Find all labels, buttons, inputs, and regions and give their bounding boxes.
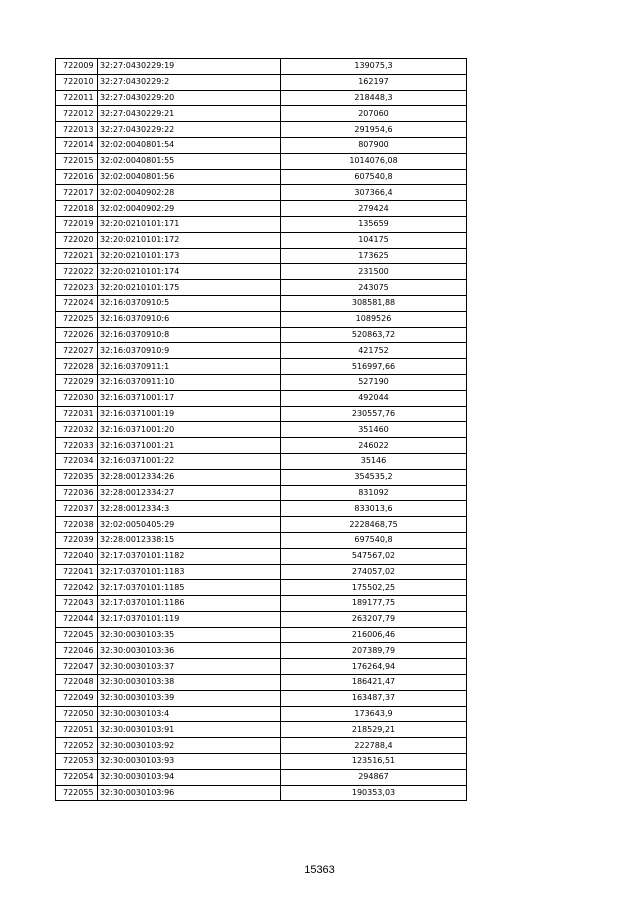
row-value-cell: 35146: [281, 453, 467, 469]
row-id-cell: 722048: [56, 675, 98, 691]
table-row: [56, 90, 467, 106]
row-value-cell: 207060: [281, 106, 467, 122]
row-code-cell: 32:16:0370910:9: [98, 343, 281, 359]
row-code-cell: 32:20:0210101:175: [98, 280, 281, 296]
table-row: [56, 295, 467, 311]
row-code-cell: 32:28:0012334:26: [98, 469, 281, 485]
table-row: [56, 201, 467, 217]
row-id-cell: 722046: [56, 643, 98, 659]
row-code-cell: 32:30:0030103:93: [98, 754, 281, 770]
row-value-cell: 190353,03: [281, 785, 467, 801]
table-row: [56, 343, 467, 359]
table-row: [56, 248, 467, 264]
row-id-cell: 722022: [56, 264, 98, 280]
row-value-cell: 135659: [281, 216, 467, 232]
row-value-cell: 308581,88: [281, 295, 467, 311]
table-row: [56, 627, 467, 643]
row-value-cell: 230557,76: [281, 406, 467, 422]
row-value-cell: 176264,94: [281, 659, 467, 675]
row-value-cell: 246022: [281, 438, 467, 454]
row-id-cell: 722024: [56, 295, 98, 311]
row-value-cell: 173625: [281, 248, 467, 264]
table-row: [56, 485, 467, 501]
row-id-cell: 722013: [56, 122, 98, 138]
row-code-cell: 32:16:0371001:22: [98, 453, 281, 469]
table-row: [56, 564, 467, 580]
row-value-cell: 186421,47: [281, 675, 467, 691]
row-value-cell: 189177,75: [281, 596, 467, 612]
row-code-cell: 32:17:0370101:1183: [98, 564, 281, 580]
row-id-cell: 722049: [56, 690, 98, 706]
row-code-cell: 32:02:0050405:29: [98, 517, 281, 533]
row-id-cell: 722044: [56, 611, 98, 627]
row-value-cell: 123516,51: [281, 754, 467, 770]
row-value-cell: 291954,6: [281, 122, 467, 138]
row-code-cell: 32:16:0370911:10: [98, 374, 281, 390]
row-code-cell: 32:17:0370101:1186: [98, 596, 281, 612]
row-value-cell: 421752: [281, 343, 467, 359]
row-code-cell: 32:28:0012338:15: [98, 532, 281, 548]
table-row: [56, 517, 467, 533]
row-code-cell: 32:20:0210101:172: [98, 232, 281, 248]
row-id-cell: 722026: [56, 327, 98, 343]
row-code-cell: 32:20:0210101:174: [98, 264, 281, 280]
row-value-cell: 1014076,08: [281, 153, 467, 169]
row-value-cell: 354535,2: [281, 469, 467, 485]
row-code-cell: 32:16:0371001:21: [98, 438, 281, 454]
row-id-cell: 722051: [56, 722, 98, 738]
row-value-cell: 279424: [281, 201, 467, 217]
table-row: [56, 769, 467, 785]
table-row: [56, 548, 467, 564]
row-id-cell: 722041: [56, 564, 98, 580]
row-value-cell: 175502,25: [281, 580, 467, 596]
row-value-cell: 263207,79: [281, 611, 467, 627]
row-value-cell: 2228468,75: [281, 517, 467, 533]
row-value-cell: 1089526: [281, 311, 467, 327]
row-id-cell: 722036: [56, 485, 98, 501]
row-id-cell: 722021: [56, 248, 98, 264]
table-row: [56, 374, 467, 390]
row-value-cell: 104175: [281, 232, 467, 248]
row-id-cell: 722027: [56, 343, 98, 359]
row-value-cell: 697540,8: [281, 532, 467, 548]
table-row: [56, 722, 467, 738]
row-id-cell: 722038: [56, 517, 98, 533]
row-code-cell: 32:30:0030103:92: [98, 738, 281, 754]
row-id-cell: 722023: [56, 280, 98, 296]
row-code-cell: 32:28:0012334:3: [98, 501, 281, 517]
row-id-cell: 722031: [56, 406, 98, 422]
row-id-cell: 722020: [56, 232, 98, 248]
table-row: [56, 532, 467, 548]
row-code-cell: 32:30:0030103:36: [98, 643, 281, 659]
row-code-cell: 32:16:0370911:1: [98, 359, 281, 375]
page-number: 15363: [304, 864, 335, 876]
row-id-cell: 722050: [56, 706, 98, 722]
row-value-cell: 173643,9: [281, 706, 467, 722]
row-id-cell: 722033: [56, 438, 98, 454]
row-value-cell: 218448,3: [281, 90, 467, 106]
table-row: [56, 438, 467, 454]
row-code-cell: 32:02:0040801:54: [98, 137, 281, 153]
row-code-cell: 32:30:0030103:4: [98, 706, 281, 722]
table-row: [56, 643, 467, 659]
table-row: [56, 611, 467, 627]
table-row: [56, 580, 467, 596]
row-code-cell: 32:02:0040801:55: [98, 153, 281, 169]
table-row: [56, 406, 467, 422]
row-value-cell: 607540,8: [281, 169, 467, 185]
table-row: [56, 501, 467, 517]
table-row: [56, 659, 467, 675]
row-id-cell: 722035: [56, 469, 98, 485]
row-code-cell: 32:30:0030103:39: [98, 690, 281, 706]
table-row: [56, 675, 467, 691]
row-code-cell: 32:27:0430229:20: [98, 90, 281, 106]
row-value-cell: 807900: [281, 137, 467, 153]
row-id-cell: 722040: [56, 548, 98, 564]
row-code-cell: 32:16:0370910:8: [98, 327, 281, 343]
row-code-cell: 32:02:0040801:56: [98, 169, 281, 185]
table-row: [56, 185, 467, 201]
row-value-cell: 307366,4: [281, 185, 467, 201]
table-row: [56, 785, 467, 801]
table-row: [56, 754, 467, 770]
row-id-cell: 722042: [56, 580, 98, 596]
row-code-cell: 32:02:0040902:28: [98, 185, 281, 201]
row-value-cell: 139075,3: [281, 59, 467, 75]
row-value-cell: 163487,37: [281, 690, 467, 706]
table-row: [56, 59, 467, 75]
table-row: [56, 738, 467, 754]
row-code-cell: 32:30:0030103:91: [98, 722, 281, 738]
row-id-cell: 722052: [56, 738, 98, 754]
records-table-body: [56, 59, 467, 801]
table-row: [56, 706, 467, 722]
records-table: [55, 58, 467, 801]
table-row: [56, 216, 467, 232]
table-row: [56, 106, 467, 122]
row-value-cell: 516997,66: [281, 359, 467, 375]
table-row: [56, 169, 467, 185]
row-code-cell: 32:30:0030103:96: [98, 785, 281, 801]
row-code-cell: 32:17:0370101:119: [98, 611, 281, 627]
row-code-cell: 32:27:0430229:22: [98, 122, 281, 138]
row-code-cell: 32:27:0430229:21: [98, 106, 281, 122]
table-row: [56, 359, 467, 375]
row-id-cell: 722045: [56, 627, 98, 643]
row-code-cell: 32:30:0030103:37: [98, 659, 281, 675]
row-value-cell: 351460: [281, 422, 467, 438]
table-row: [56, 74, 467, 90]
row-value-cell: 218529,21: [281, 722, 467, 738]
table-row: [56, 453, 467, 469]
row-id-cell: 722054: [56, 769, 98, 785]
row-code-cell: 32:16:0371001:20: [98, 422, 281, 438]
row-value-cell: 294867: [281, 769, 467, 785]
row-id-cell: 722053: [56, 754, 98, 770]
row-value-cell: 207389,79: [281, 643, 467, 659]
row-id-cell: 722016: [56, 169, 98, 185]
row-code-cell: 32:27:0430229:2: [98, 74, 281, 90]
row-id-cell: 722032: [56, 422, 98, 438]
table-row: [56, 232, 467, 248]
row-id-cell: 722009: [56, 59, 98, 75]
row-id-cell: 722037: [56, 501, 98, 517]
row-id-cell: 722011: [56, 90, 98, 106]
table-row: [56, 311, 467, 327]
table-row: [56, 469, 467, 485]
row-id-cell: 722025: [56, 311, 98, 327]
row-code-cell: 32:16:0370910:6: [98, 311, 281, 327]
row-value-cell: 527190: [281, 374, 467, 390]
row-id-cell: 722043: [56, 596, 98, 612]
row-value-cell: 231500: [281, 264, 467, 280]
row-value-cell: 243075: [281, 280, 467, 296]
table-row: [56, 122, 467, 138]
row-id-cell: 722014: [56, 137, 98, 153]
row-value-cell: 492044: [281, 390, 467, 406]
row-value-cell: 216006,46: [281, 627, 467, 643]
row-code-cell: 32:16:0371001:19: [98, 406, 281, 422]
row-value-cell: 831092: [281, 485, 467, 501]
table-row: [56, 690, 467, 706]
table-row: [56, 137, 467, 153]
row-code-cell: 32:28:0012334:27: [98, 485, 281, 501]
table-row: [56, 596, 467, 612]
row-id-cell: 722015: [56, 153, 98, 169]
row-value-cell: 274057,02: [281, 564, 467, 580]
row-code-cell: 32:16:0370910:5: [98, 295, 281, 311]
table-row: [56, 422, 467, 438]
table-row: [56, 390, 467, 406]
row-id-cell: 722012: [56, 106, 98, 122]
row-code-cell: 32:30:0030103:94: [98, 769, 281, 785]
row-id-cell: 722030: [56, 390, 98, 406]
row-id-cell: 722028: [56, 359, 98, 375]
row-code-cell: 32:17:0370101:1182: [98, 548, 281, 564]
row-value-cell: 162197: [281, 74, 467, 90]
row-id-cell: 722029: [56, 374, 98, 390]
table-row: [56, 153, 467, 169]
row-code-cell: 32:30:0030103:38: [98, 675, 281, 691]
row-value-cell: 222788,4: [281, 738, 467, 754]
table-row: [56, 280, 467, 296]
row-code-cell: 32:27:0430229:19: [98, 59, 281, 75]
row-code-cell: 32:02:0040902:29: [98, 201, 281, 217]
row-id-cell: 722017: [56, 185, 98, 201]
row-id-cell: 722018: [56, 201, 98, 217]
row-code-cell: 32:20:0210101:171: [98, 216, 281, 232]
row-id-cell: 722055: [56, 785, 98, 801]
row-value-cell: 520863,72: [281, 327, 467, 343]
row-id-cell: 722047: [56, 659, 98, 675]
row-code-cell: 32:20:0210101:173: [98, 248, 281, 264]
row-code-cell: 32:30:0030103:35: [98, 627, 281, 643]
table-row: [56, 264, 467, 280]
row-id-cell: 722039: [56, 532, 98, 548]
row-value-cell: 547567,02: [281, 548, 467, 564]
row-id-cell: 722010: [56, 74, 98, 90]
row-code-cell: 32:16:0371001:17: [98, 390, 281, 406]
row-id-cell: 722034: [56, 453, 98, 469]
row-id-cell: 722019: [56, 216, 98, 232]
table-row: [56, 327, 467, 343]
row-value-cell: 833013,6: [281, 501, 467, 517]
row-code-cell: 32:17:0370101:1185: [98, 580, 281, 596]
